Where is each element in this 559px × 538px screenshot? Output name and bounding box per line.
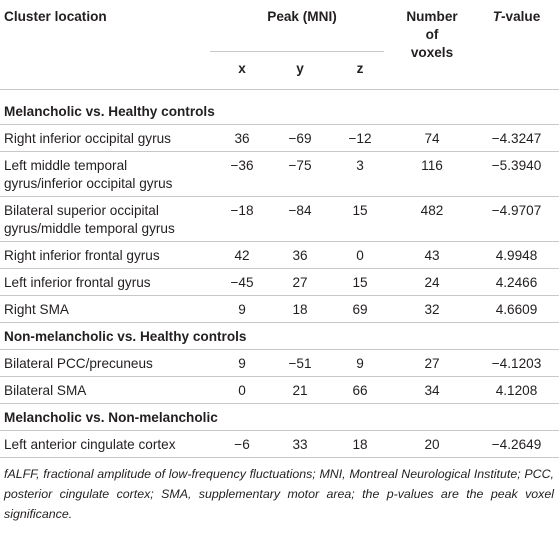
cell-y: −51 xyxy=(288,356,312,371)
table-row xyxy=(0,350,559,377)
table-row xyxy=(0,377,559,404)
header-number-of-voxels xyxy=(390,0,474,98)
cell-location: Right inferior frontal gyrus xyxy=(4,248,160,263)
cell-y: 27 xyxy=(292,275,308,290)
cell-voxels: 43 xyxy=(424,248,440,263)
cell-x: 36 xyxy=(234,131,250,146)
cell-t-value: −4.3247 xyxy=(491,131,542,146)
cell-voxels: 482 xyxy=(420,203,444,218)
table-footnote: fALFF, fractional amplitude of low-frequency fluctuations; MNI, Montreal Neurological Institute; PCC, posterior cingulate cortex; SMA, supplementary motor area; the p-values are the peak voxel significance. xyxy=(4,467,554,521)
table-row xyxy=(0,431,559,458)
cell-y: 33 xyxy=(292,437,308,452)
cell-z: 0 xyxy=(356,248,364,263)
cell-z: 15 xyxy=(352,275,368,290)
cell-location-line1: Bilateral superior occipital xyxy=(4,203,159,218)
table-row xyxy=(0,269,559,296)
section-row xyxy=(0,98,559,125)
table-row xyxy=(0,296,559,323)
header-x: x xyxy=(238,61,246,76)
cell-y: −75 xyxy=(288,158,312,173)
cell-location-line2: gyrus/inferior occipital gyrus xyxy=(4,176,173,191)
cell-z: 18 xyxy=(352,437,368,452)
table-row xyxy=(0,197,559,242)
cell-t-value: −4.1203 xyxy=(491,356,542,371)
cell-t-value: −4.2649 xyxy=(491,437,542,452)
cell-voxels: 34 xyxy=(424,383,440,398)
cell-x: 42 xyxy=(234,248,250,263)
cell-z: −12 xyxy=(348,131,372,146)
cell-location: Bilateral PCC/precuneus xyxy=(4,356,153,371)
cell-location-line2: gyrus/middle temporal gyrus xyxy=(4,221,175,236)
cell-location-line1: Left middle temporal xyxy=(4,158,128,173)
cell-voxels: 27 xyxy=(424,356,440,371)
cell-location xyxy=(0,197,214,242)
section-title: Melancholic vs. Non-melancholic xyxy=(4,410,218,425)
header-y: y xyxy=(296,61,304,76)
header-t-rest: -value xyxy=(501,9,541,24)
cell-x: 0 xyxy=(238,383,246,398)
cell-location: Right SMA xyxy=(4,302,69,317)
header-cluster-location: Cluster location xyxy=(4,9,107,24)
cell-y: −84 xyxy=(288,203,312,218)
cell-x: −45 xyxy=(230,275,254,290)
cell-y: 18 xyxy=(292,302,308,317)
table-row xyxy=(0,152,559,197)
cell-voxels: 116 xyxy=(421,158,443,173)
cell-t-value: −5.3940 xyxy=(491,158,542,173)
header-t-italic: T xyxy=(492,9,501,24)
cell-location: Right inferior occipital gyrus xyxy=(4,131,171,146)
cell-y: 36 xyxy=(292,248,308,263)
cell-location: Bilateral SMA xyxy=(4,383,87,398)
cell-x: −6 xyxy=(234,437,250,452)
cell-z: 66 xyxy=(352,383,368,398)
cell-x: 9 xyxy=(238,356,246,371)
header-number-line1: Number xyxy=(406,9,458,24)
cell-t-value: 4.2466 xyxy=(495,275,538,290)
cell-voxels: 24 xyxy=(424,275,440,290)
cell-y: 21 xyxy=(292,383,308,398)
section-row xyxy=(0,404,559,431)
cell-x: 9 xyxy=(238,302,246,317)
cell-voxels: 32 xyxy=(424,302,440,317)
section-title: Non-melancholic vs. Healthy controls xyxy=(4,329,247,344)
cell-x: −36 xyxy=(230,158,254,173)
cell-z: 15 xyxy=(352,203,368,218)
header-z: z xyxy=(356,61,364,76)
table-row xyxy=(0,125,559,152)
cell-t-value: −4.9707 xyxy=(491,203,542,218)
cell-t-value: 4.1208 xyxy=(495,383,538,398)
cell-voxels: 74 xyxy=(424,131,440,146)
header-number-line2: of xyxy=(425,27,439,42)
cell-location xyxy=(0,152,214,197)
table-row xyxy=(0,242,559,269)
cell-z: 3 xyxy=(356,158,364,173)
cell-location: Left inferior frontal gyrus xyxy=(4,275,151,290)
cell-z: 9 xyxy=(356,356,364,371)
cell-x: −18 xyxy=(230,203,254,218)
cell-z: 69 xyxy=(352,302,368,317)
cell-voxels: 20 xyxy=(424,437,440,452)
header-row-1 xyxy=(0,0,559,46)
section-row xyxy=(0,323,559,350)
cell-t-value: 4.6609 xyxy=(495,302,538,317)
header-t-value xyxy=(474,0,559,98)
header-number-line3: voxels xyxy=(410,45,454,60)
header-peak: Peak (MNI) xyxy=(267,9,337,24)
cell-t-value: 4.9948 xyxy=(495,248,538,263)
cell-location: Left anterior cingulate cortex xyxy=(4,437,176,452)
section-title: Melancholic vs. Healthy controls xyxy=(4,104,215,119)
cell-y: −69 xyxy=(288,131,312,146)
